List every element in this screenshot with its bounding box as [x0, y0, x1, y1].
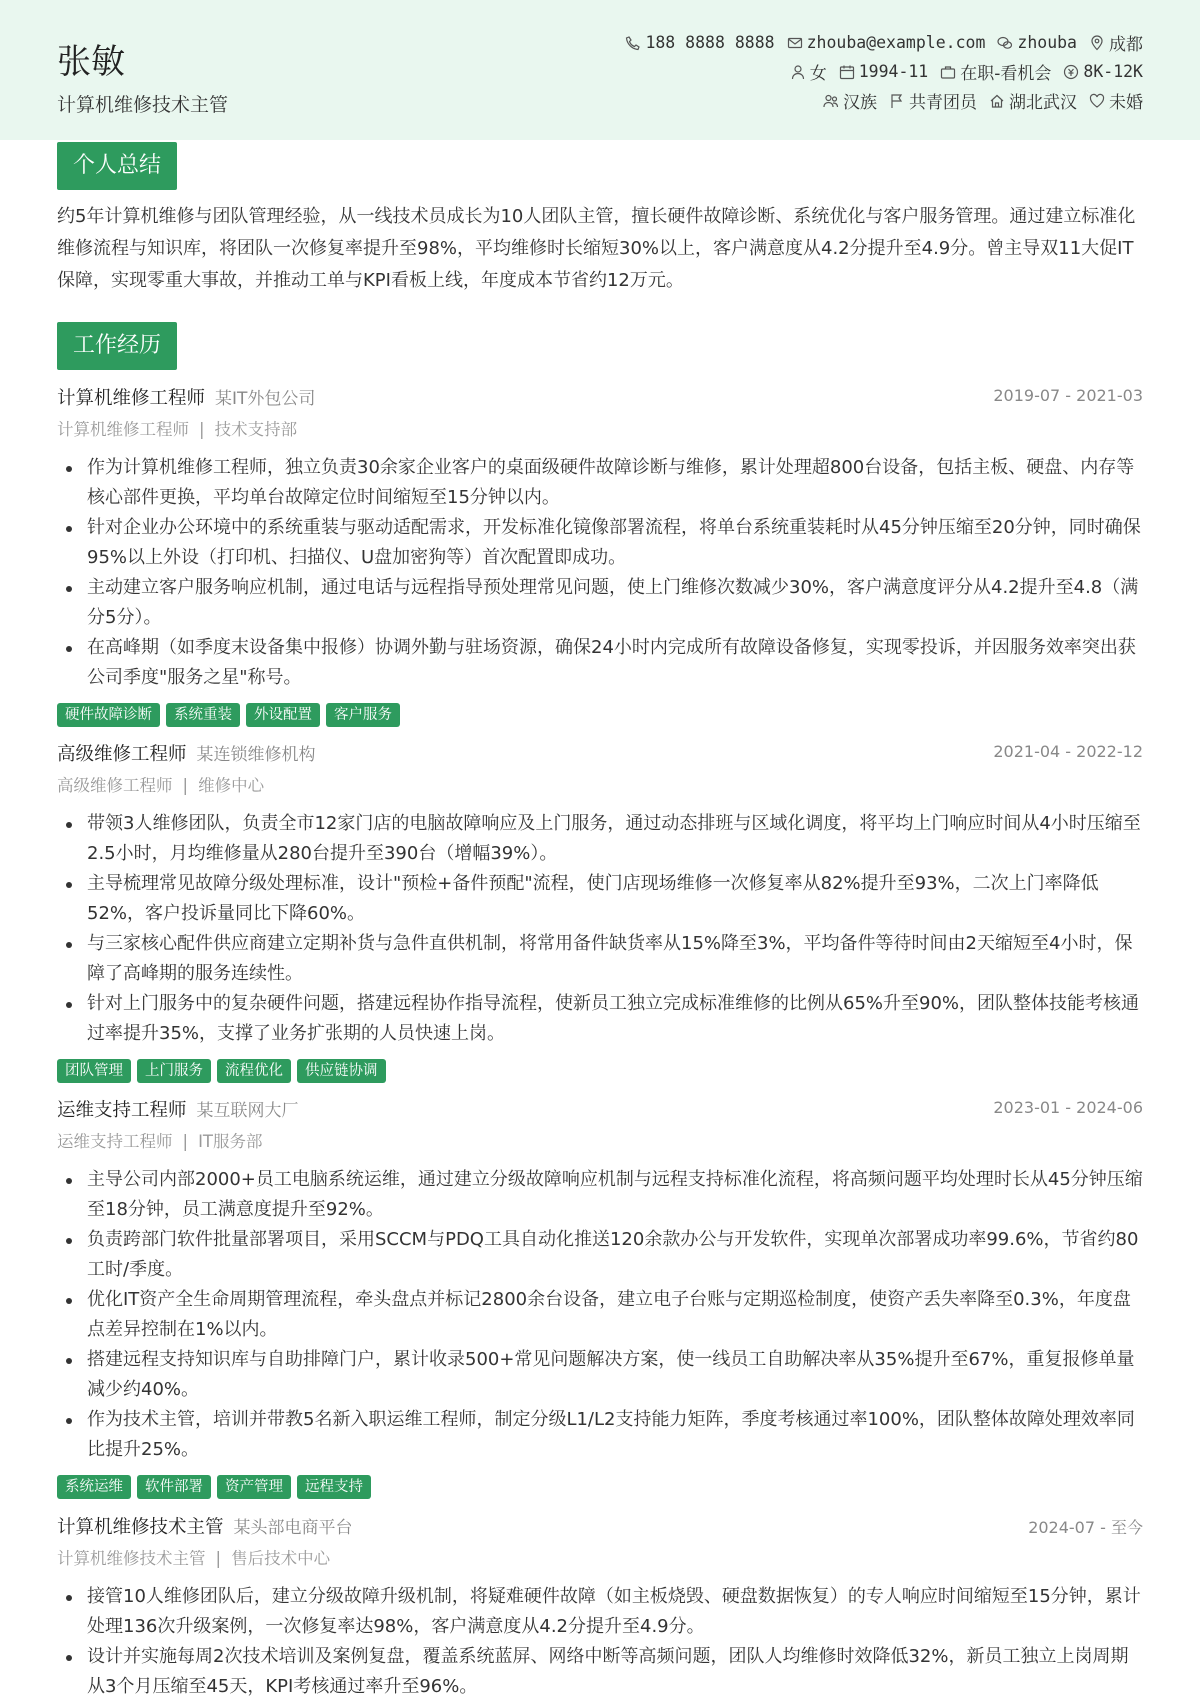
job-bullets — [57, 809, 1143, 1049]
bullet-item: 主导公司内部2000+员工电脑系统运维，通过建立分级故障响应机制与远程支持标准化流程，将高频问题平均处理时长从45分钟压缩至18分钟，员工满意度提升至92%。 — [57, 1165, 1143, 1225]
location-icon — [1089, 35, 1105, 51]
job-role: 计算机维修工程师 — [57, 420, 189, 439]
summary-section-header — [57, 142, 1143, 192]
job-position: 计算机维修技术主管 — [57, 1517, 224, 1538]
job-role-line — [57, 414, 1143, 450]
skill-tag: 流程优化 — [217, 1059, 291, 1083]
phone-item — [625, 33, 774, 52]
calendar-icon — [839, 64, 855, 80]
job-date: 2024-07 - 至今 — [1028, 1518, 1143, 1537]
job-role-line — [57, 1126, 1143, 1162]
flag-icon — [889, 93, 905, 109]
wechat-value: zhouba — [1017, 33, 1077, 52]
ethnicity-value: 汉族 — [843, 93, 877, 113]
job-company: 某互联网大厂 — [196, 1101, 299, 1121]
contact-info — [543, 28, 1143, 115]
marital-value: 未婚 — [1109, 93, 1143, 113]
job-department: IT服务部 — [198, 1132, 263, 1151]
job-date: 2019-07 - 2021-03 — [993, 386, 1143, 405]
wechat-item — [997, 33, 1077, 52]
job-company: 某IT外包公司 — [215, 389, 316, 409]
gender-value: 女 — [809, 64, 827, 84]
bullet-item: 主导梳理常见故障分级处理标准，设计"预检+备件预配"流程，使门店现场维修一次修复率从82%提升至93%，二次上门率降低52%，客户投诉量同比下降60%。 — [57, 869, 1143, 929]
city-item — [1089, 30, 1143, 55]
job-bullets — [57, 1582, 1143, 1697]
experience-section-title: 工作经历 — [57, 322, 177, 370]
bullet-item: 在高峰期（如季度末设备集中报修）协调外勤与驻场资源，确保24小时内完成所有故障设备修复，实现零投诉，并因服务效率突出获公司季度"服务之星"称号。 — [57, 633, 1143, 693]
skill-tag: 团队管理 — [57, 1059, 131, 1083]
separator: | — [182, 1132, 189, 1151]
marital-item — [1089, 88, 1143, 113]
job-date: 2023-01 - 2024-06 — [993, 1098, 1143, 1117]
skill-tag: 硬件故障诊断 — [57, 703, 160, 727]
candidate-title: 计算机维修技术主管 — [57, 94, 229, 116]
email-value: zhouba@example.com — [806, 33, 986, 52]
bullet-item: 针对上门服务中的复杂硬件问题，搭建远程协作指导流程，使新员工独立完成标准维修的比例从65%升至90%，团队整体技能考核通过率提升35%，支撑了业务扩张期的人员快速上岗。 — [57, 989, 1143, 1049]
job-bullets — [57, 453, 1143, 693]
experience-section-header — [57, 322, 1143, 372]
bullet-item: 带领3人维修团队，负责全市12家门店的电脑故障响应及上门服务，通过动态排班与区域化调度，将平均上门响应时间从4小时压缩至2.5小时，月均维修量从280台提升至390台（增幅39%）。 — [57, 809, 1143, 869]
separator: | — [215, 1549, 222, 1568]
job-company: 某连锁维修机构 — [196, 745, 316, 765]
skill-tag: 上门服务 — [137, 1059, 211, 1083]
status-item — [940, 59, 1051, 84]
job-role: 运维支持工程师 — [57, 1132, 173, 1151]
bullet-item: 负责跨部门软件批量部署项目，采用SCCM与PDQ工具自动化推送120余款办公与开发软件，实现单次部署成功率99.6%，节省约80工时/季度。 — [57, 1225, 1143, 1285]
phone-icon — [625, 35, 641, 51]
birth-value: 1994-11 — [858, 62, 929, 81]
birth-item — [839, 62, 929, 81]
skill-tag: 系统重装 — [166, 703, 240, 727]
job-position: 高级维修工程师 — [57, 744, 187, 765]
phone-value: 188 8888 8888 — [645, 33, 775, 52]
section-divider — [57, 166, 1143, 167]
job-department: 技术支持部 — [214, 420, 298, 439]
job-date: 2021-04 - 2022-12 — [993, 742, 1143, 761]
bullet-item: 接管10人维修团队后，建立分级故障升级机制，将疑难硬件故障（如主板烧毁、硬盘数据恢复）的专人响应时间缩短至15分钟，累计处理136次升级案例，一次修复率达98%，客户满意度从4.2分提升至4.9分。 — [57, 1582, 1143, 1642]
email-item — [787, 33, 986, 52]
summary-section-title: 个人总结 — [57, 142, 177, 190]
skill-tag: 供应链协调 — [297, 1059, 386, 1083]
summary-text: 约5年计算机维修与团队管理经验，从一线技术员成长为10人团队主管，擅长硬件故障诊断、系统优化与客户服务管理。通过建立标准化维修流程与知识库，将团队一次修复率提升至98%，平均维修时长缩短30%以上，客户满意度从4.2分提升至4.9分。曾主导双11大促IT保障，实现零重大事故，并推动工单与KPI看板上线，年度成本节省约12万元。 — [57, 206, 1136, 291]
bullet-item: 针对企业办公环境中的系统重装与驱动适配需求，开发标准化镜像部署流程，将单台系统重装耗时从45分钟压缩至20分钟，同时确保95%以上外设（打印机、扫描仪、U盘加密狗等）首次配置即成功。 — [57, 513, 1143, 573]
skill-tag: 系统运维 — [57, 1475, 131, 1499]
wechat-icon — [997, 35, 1013, 51]
heart-icon — [1089, 93, 1105, 109]
bullet-item: 搭建远程支持知识库与自助排障门户，累计收录500+常见问题解决方案，使一线员工自助解决率从35%提升至67%，重复报修单量减少约40%。 — [57, 1345, 1143, 1405]
salary-value: 8K-12K — [1083, 62, 1143, 81]
bullet-item: 与三家核心配件供应商建立定期补货与急件直供机制，将常用备件缺货率从15%降至3%，平均备件等待时间由2天缩短至4小时，保障了高峰期的服务连续性。 — [57, 929, 1143, 989]
bullet-item: 设计并实施每周2次技术培训及案例复盘，覆盖系统蓝屏、网络中断等高频问题，团队人均维修时效降低32%，新员工独立上岗周期从3个月压缩至45天，KPI考核通过率升至96%。 — [57, 1642, 1143, 1697]
job-position: 运维支持工程师 — [57, 1100, 187, 1121]
skill-tag: 客户服务 — [326, 703, 400, 727]
job-header — [57, 1513, 1143, 1543]
job-header — [57, 384, 1143, 414]
ethnicity-item — [823, 88, 877, 113]
skill-tag: 远程支持 — [297, 1475, 371, 1499]
skill-tag: 软件部署 — [137, 1475, 211, 1499]
job-entry — [57, 1513, 1143, 1697]
job-role: 计算机维修技术主管 — [57, 1549, 206, 1568]
hometown-value: 湖北武汉 — [1009, 93, 1077, 113]
section-divider — [57, 346, 1143, 347]
people-icon — [823, 93, 839, 109]
mail-icon — [787, 35, 803, 51]
job-role: 高级维修工程师 — [57, 776, 173, 795]
job-department: 维修中心 — [198, 776, 265, 795]
candidate-name: 张敏 — [57, 42, 125, 82]
bullet-item: 优化IT资产全生命周期管理流程，牵头盘点并标记2800余台设备，建立电子台账与定期巡检制度，使资产丢失率降至0.3%，年度盘点差异控制在1%以内。 — [57, 1285, 1143, 1345]
job-entry — [57, 740, 1143, 1083]
job-position: 计算机维修工程师 — [57, 388, 206, 409]
resume-header — [0, 0, 1200, 140]
money-icon — [1063, 64, 1079, 80]
skill-tags — [57, 1475, 1143, 1499]
skill-tag: 资产管理 — [217, 1475, 291, 1499]
hometown-item — [989, 88, 1077, 113]
job-header — [57, 740, 1143, 770]
salary-item — [1063, 62, 1143, 81]
job-bullets — [57, 1165, 1143, 1465]
job-company: 某头部电商平台 — [233, 1518, 353, 1538]
job-entry — [57, 384, 1143, 727]
skill-tags — [57, 1059, 1143, 1083]
job-entry — [57, 1096, 1143, 1499]
bullet-item: 主动建立客户服务响应机制，通过电话与远程指导预处理常见问题，使上门维修次数减少30%，客户满意度评分从4.2提升至4.8（满分5分）。 — [57, 573, 1143, 633]
status-value: 在职-看机会 — [960, 64, 1052, 84]
separator: | — [199, 420, 205, 439]
job-role-line — [57, 770, 1143, 806]
politics-item — [889, 88, 977, 113]
job-role-line — [57, 1543, 1143, 1579]
bullet-item: 作为计算机维修工程师，独立负责30余家企业客户的桌面级硬件故障诊断与维修，累计处理超800台设备，包括主板、硬盘、内存等核心部件更换，平均单台故障定位时间缩短至15分钟以内。 — [57, 453, 1143, 513]
briefcase-icon — [940, 64, 956, 80]
separator: | — [182, 776, 189, 795]
job-header — [57, 1096, 1143, 1126]
city-value: 成都 — [1109, 35, 1143, 55]
user-icon — [790, 64, 806, 80]
politics-value: 共青团员 — [909, 93, 977, 113]
home-icon — [989, 93, 1005, 109]
gender-item — [790, 59, 827, 84]
bullet-item: 作为技术主管，培训并带教5名新入职运维工程师，制定分级L1/L2支持能力矩阵，季度考核通过率100%，团队整体故障处理效率同比提升25%。 — [57, 1405, 1143, 1465]
skill-tags — [57, 703, 1143, 727]
job-department: 售后技术中心 — [231, 1549, 331, 1568]
skill-tag: 外设配置 — [246, 703, 320, 727]
